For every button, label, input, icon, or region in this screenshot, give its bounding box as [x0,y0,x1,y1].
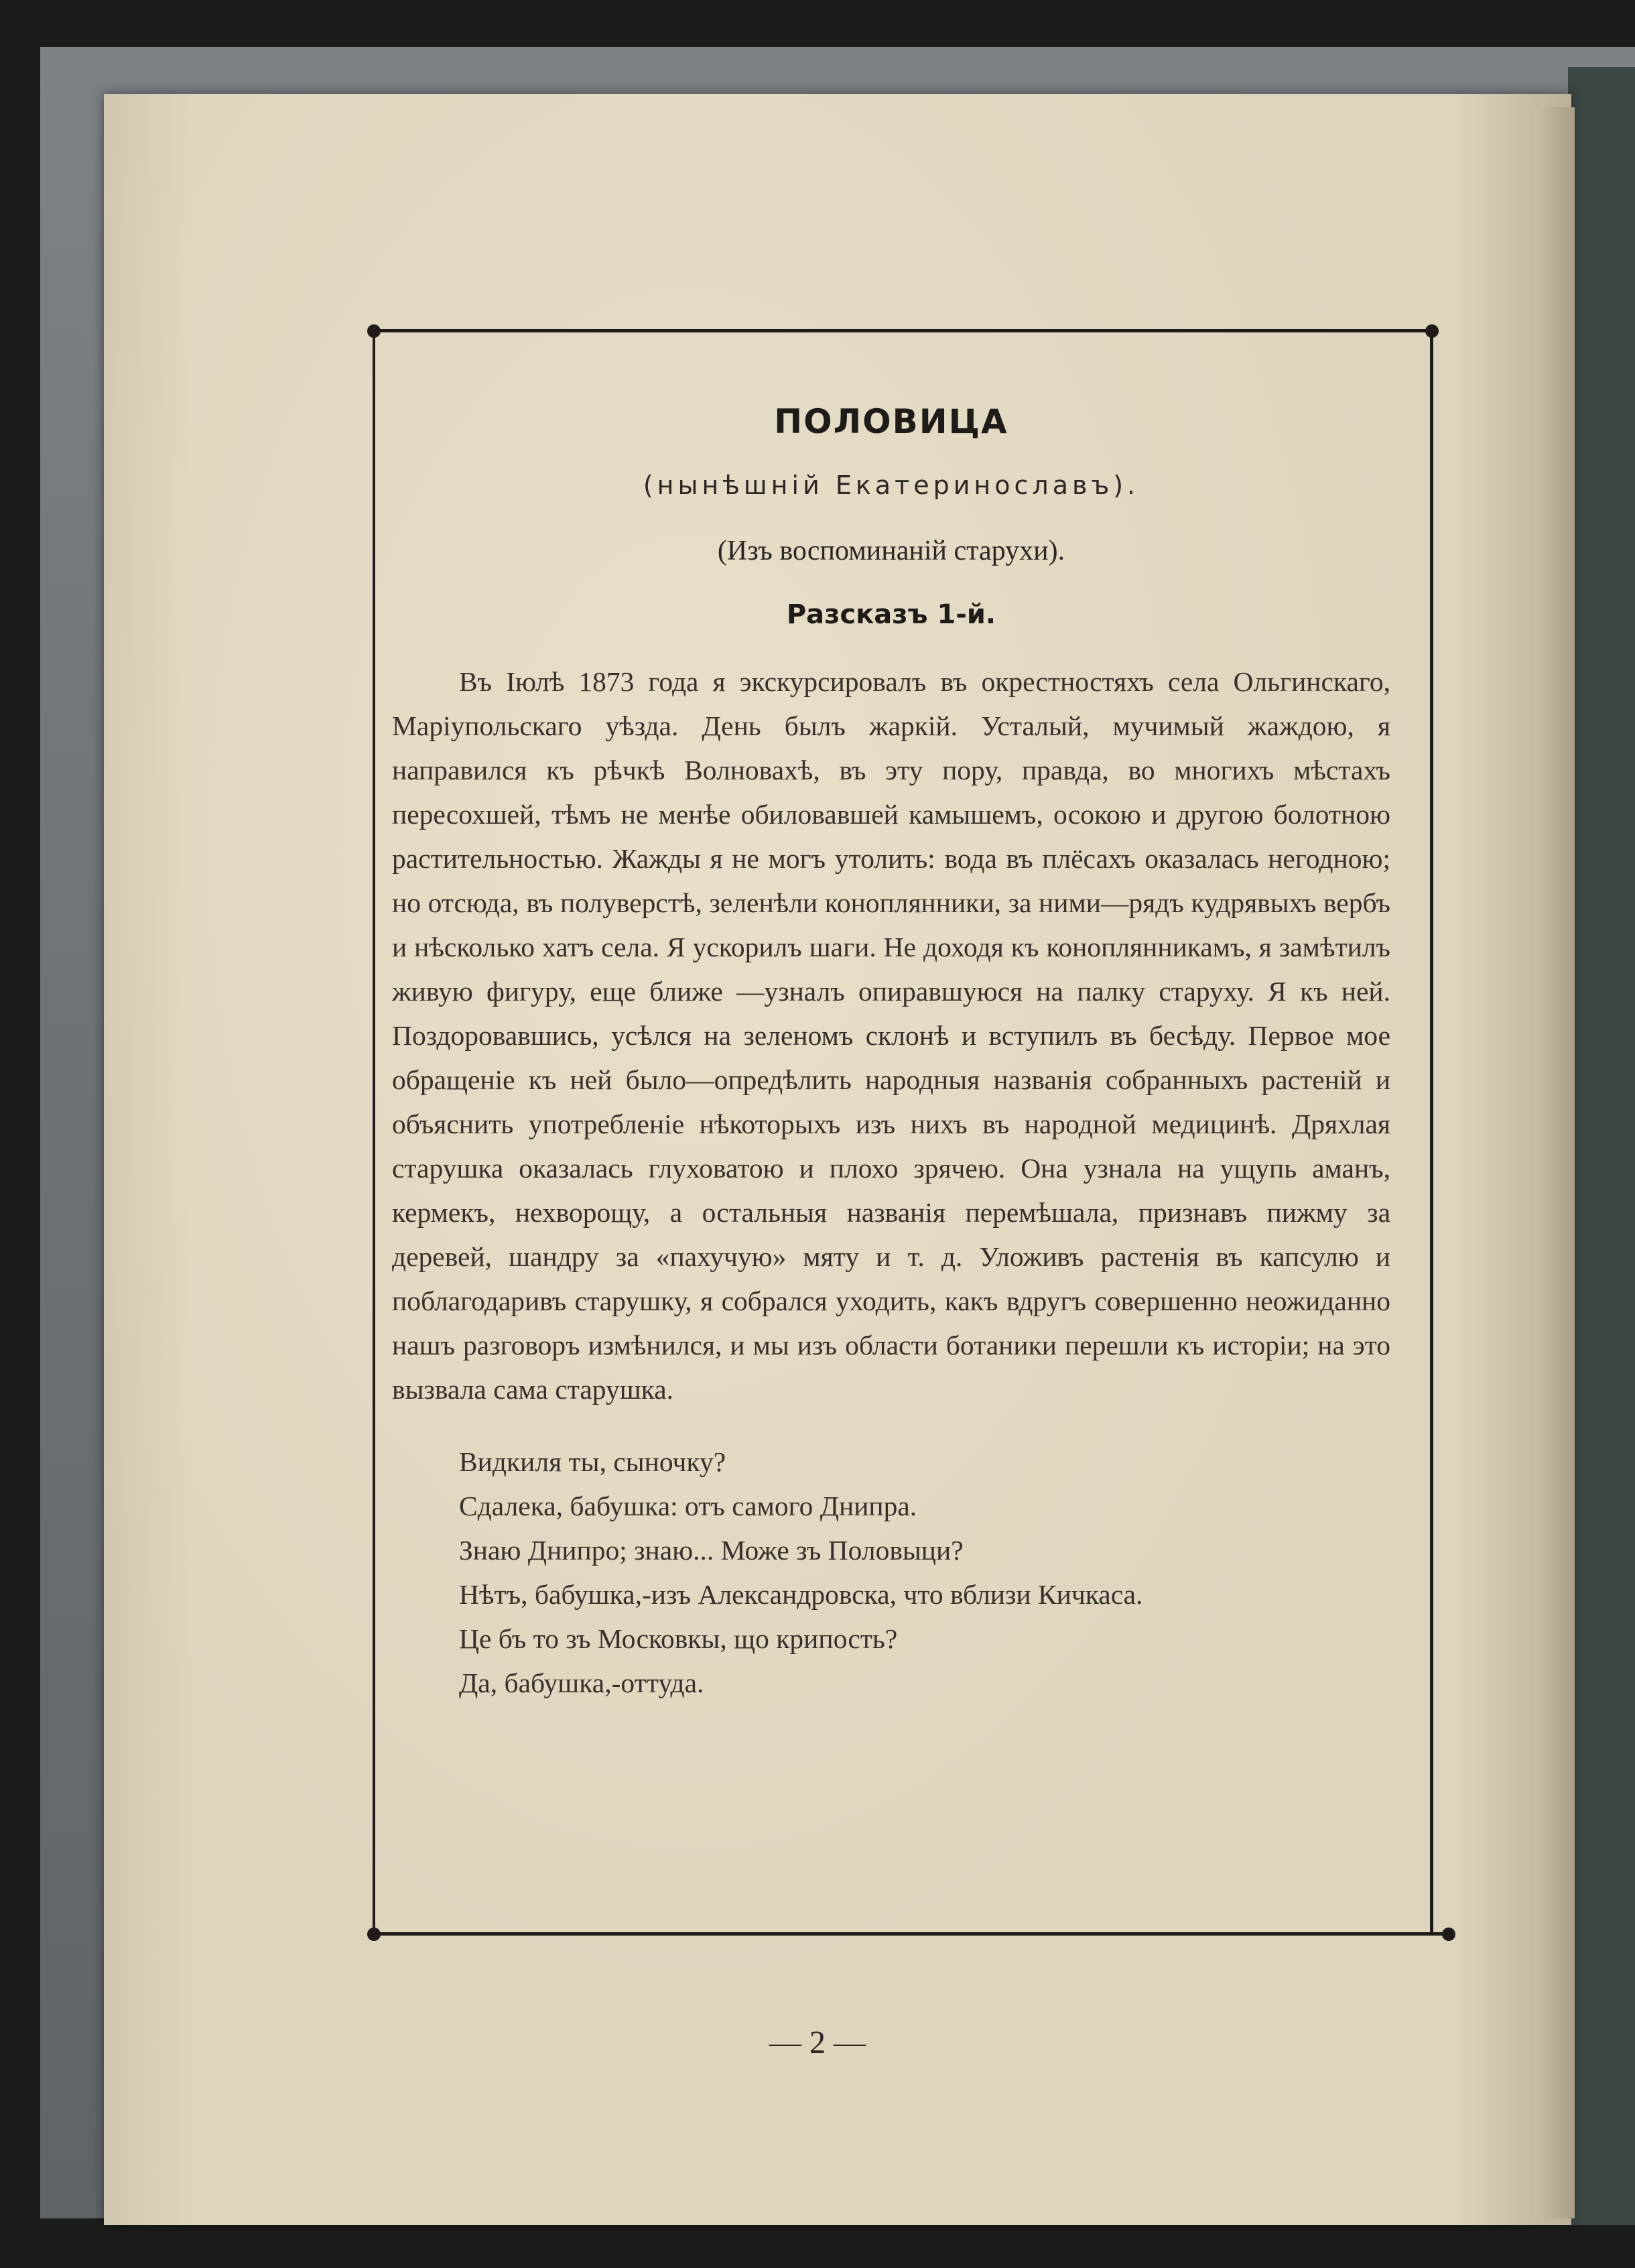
dialogue-line: Знаю Днипро; знаю... Може зъ Половыци? [459,1534,964,1566]
dialogue-line: Сдалека, бабушка: отъ самого Днипра. [459,1490,917,1521]
frame-left-line [373,330,375,1934]
dialogue [392,1440,1390,1705]
page-title: ПОЛОВИЦА [774,402,1008,441]
article [392,402,1390,1705]
book-spine [1568,67,1635,2225]
dialogue-line: Нѣтъ, бабушка,-изъ Александровска, что вблизи Кичкаса. [459,1578,1143,1610]
source-note: (Изъ воспоминаній старухи). [717,536,1065,566]
frame-bottom-line [375,1932,1447,1936]
story-heading: Разсказъ 1-й. [786,599,996,630]
dialogue-line: Да, бабушка,-оттуда. [459,1667,704,1698]
dialogue-line: Це бъ то зъ Московкы, що крипость? [459,1623,898,1654]
frame-top-line [375,329,1427,332]
subtitle: (нынѣшній Екатеринославъ). [643,470,1140,500]
frame-corner-dot [1425,324,1439,338]
frame-right-line [1430,330,1433,1934]
frame-corner-dot [367,324,381,338]
page-edge [1534,107,1575,2218]
body-paragraph: Въ Іюлѣ 1873 года я экскурсировалъ въ окрестностяхъ села Ольгинскаго, Маріупольскаго уѣзда. День былъ жаркій. Усталый, мучимый жаждою, я направился къ рѣчкѣ Волновахѣ, въ эту пору, правда, во многихъ мѣстахъ пересохшей, тѣмъ не менѣе обиловавшей камышемъ, осокою и другою болотною растительностью. Жажды я не могъ утолить: вода въ плёсахъ оказалась негодною; но отсюда, въ полуверстѣ, зеленѣли коноплянники, за ними—рядъ кудрявыхъ вербъ и нѣсколько хатъ села. Я ускорилъ шаги. Не доходя къ коноплянникамъ, я замѣтилъ живую фигуру, еще ближе —узналъ опиравшуюся на палку старуху. Я къ ней. Поздоровавшись, усѣлся на зеленомъ склонѣ и вступилъ въ бесѣду. Первое мое обращеніе къ ней было—опредѣлить народныя названія собранныхъ растеній и объяснить употребленіе нѣкоторыхъ изъ нихъ въ народной медицинѣ. Дряхлая старушка оказалась глуховатою и плохо зрячею. Она узнала на ущупь аманъ, кермекъ, нехворощу, а остальныя названія перемѣшала, признавъ пижму за деревей, шандру за «пахучую» мяту и т. д. Уложивъ растенія въ капсулю и поблагодаривъ старушку, я собрался уходить, какъ вдругъ совершенно неожиданно нашъ разговоръ измѣнился, и мы изъ области ботаники перешли къ исторіи; на это вызвала сама старушка. [392,666,1390,1405]
frame-corner-dot [1442,1928,1455,1941]
page-number: — 2 — [769,2025,866,2060]
frame-corner-dot [367,1928,381,1941]
dialogue-line: Видкиля ты, сыночку? [459,1446,726,1477]
